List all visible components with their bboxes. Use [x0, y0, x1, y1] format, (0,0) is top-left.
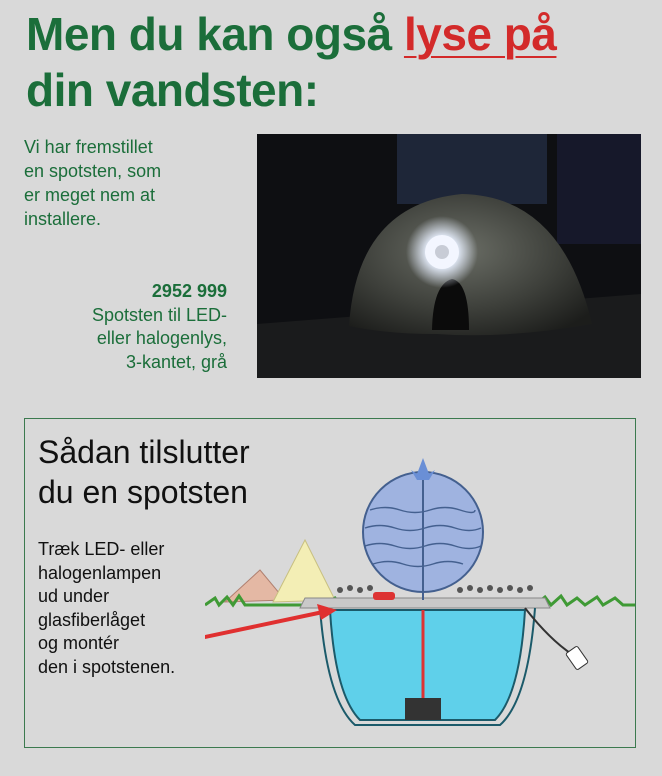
instructions-line: den i spotstenen.: [38, 656, 176, 677]
headline: [26, 6, 646, 118]
instructions-line: ud under: [38, 586, 110, 606]
headline-accent: lyse på: [403, 8, 557, 60]
instructions-line: glasfiberlåget: [38, 609, 146, 630]
intro-line: er meget nem at: [24, 185, 156, 205]
instructions-line: og montér: [38, 633, 120, 653]
product-line: 3-kantet, grå: [125, 351, 227, 372]
headline-part2: din vandsten:: [26, 64, 319, 116]
spotsten-illustration: [257, 134, 641, 378]
instructions-line: Træk LED- eller: [38, 539, 165, 559]
fiberglass-lid: [300, 598, 550, 608]
installation-diagram: [205, 450, 635, 735]
lamp-cable: [373, 592, 395, 600]
product-code: 2952 999: [151, 281, 227, 301]
intro-line: en spotsten, som: [24, 161, 162, 181]
instructions-text: [38, 538, 218, 679]
fountain-diagram: [205, 450, 635, 735]
pump: [405, 698, 441, 720]
instructions-title-line: du en spotsten: [38, 474, 248, 510]
plug-icon: [566, 646, 589, 670]
intro-line: Vi har fremstillet: [24, 137, 153, 157]
instructions-line: halogenlampen: [38, 562, 162, 583]
spotsten-light: [273, 540, 335, 602]
instructions-title-line: Sådan tilslutter: [38, 434, 250, 470]
headline-part1: Men du kan også: [26, 8, 404, 60]
product-line: eller halogenlys,: [96, 328, 227, 348]
product-line: Spotsten til LED-: [91, 304, 227, 325]
product-info: [40, 280, 227, 374]
intro-text: [24, 135, 194, 231]
intro-line: installere.: [24, 209, 102, 229]
spotsten-photo: [257, 134, 641, 378]
arrow-line: [205, 612, 323, 648]
